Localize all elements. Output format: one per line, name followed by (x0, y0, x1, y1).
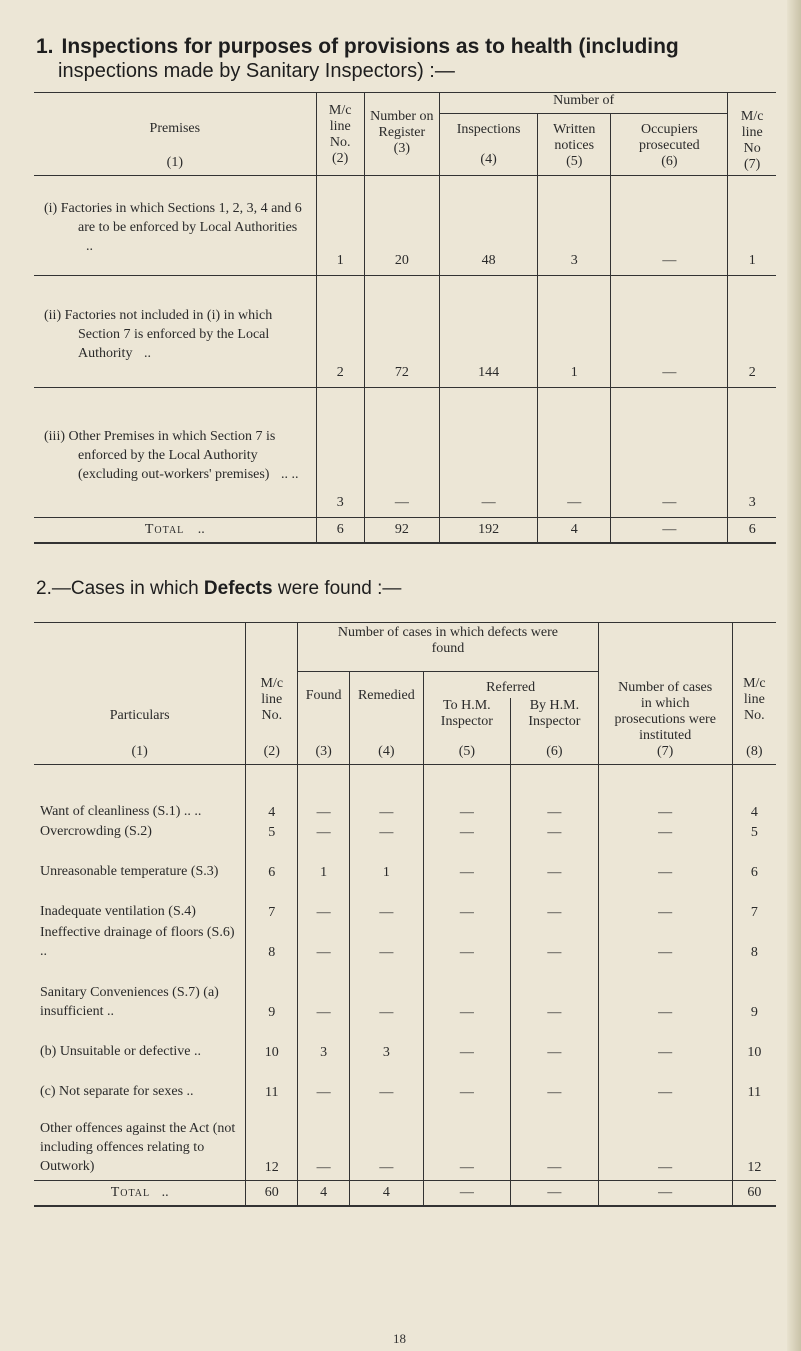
cell-found: 1 (298, 841, 350, 881)
section2-number: 2. (36, 578, 52, 599)
table-row (34, 176, 776, 276)
table-row (34, 1061, 776, 1101)
row-label: Unreasonable temperature (S.3) (40, 863, 219, 879)
header-inspections-label: Inspections (456, 122, 521, 137)
header-number-of: Number of (439, 93, 727, 114)
header-to-hm-col: (5) (458, 744, 476, 759)
header-register-col: (3) (393, 141, 410, 156)
header-written-notices (538, 114, 611, 176)
cell-prosecutions: — (598, 1101, 732, 1181)
total-found: 4 (298, 1181, 350, 1207)
header-premises-label: Premises (149, 121, 201, 136)
table-row (34, 388, 776, 518)
header-mc-line-col: (2) (263, 744, 280, 759)
cell-prosecutions: — (598, 1021, 732, 1061)
row-dots: .. .. (280, 467, 299, 482)
total-by-hm: — (511, 1181, 599, 1207)
total-inspections: 192 (439, 518, 537, 544)
cell-to-hm: — (423, 921, 511, 961)
cell-found: — (298, 1101, 350, 1181)
header-premises (34, 93, 316, 176)
cell-mc-line: 2 (316, 276, 364, 388)
cell-occupiers: — (611, 176, 728, 276)
row-label-text: (iii) Other Premises in which Section 7 is enforced by the Local Authority (excluding out-workers' premises) (44, 429, 276, 482)
table-row (34, 961, 776, 1021)
inspections-table (34, 92, 776, 544)
cell-to-hm: — (423, 1101, 511, 1181)
section1-number: 1. (36, 35, 54, 58)
cell-remedied: — (350, 881, 423, 921)
header-mc-line-no2 (732, 623, 776, 765)
row-label: Ineffective drainage of floors (S.6) .. (40, 924, 235, 959)
cell-mc-line: 12 (246, 1101, 298, 1181)
total-label (34, 1181, 246, 1207)
cell-inspections: — (439, 388, 537, 518)
cell-mc-line-no2: 9 (732, 961, 776, 1021)
header-premises-col: (1) (166, 155, 183, 170)
total-label (34, 518, 316, 544)
page-number: 18 (393, 1331, 406, 1346)
cell-found: — (298, 961, 350, 1021)
header-by-hm-col: (6) (546, 744, 563, 759)
cell-mc-line: 7 (246, 881, 298, 921)
cell-mc-line-no2: 10 (732, 1021, 776, 1061)
total-occupiers: — (611, 518, 728, 544)
header-particulars-col: (1) (131, 744, 148, 759)
row-label: Inadequate ventilation (S.4) (40, 903, 196, 919)
row-label-text: (i) Factories in which Sections 1, 2, 3, 4 and 6 are to be enforced by Local Authorities (44, 201, 302, 235)
table-row (34, 881, 776, 921)
cell-remedied: — (350, 1101, 423, 1181)
row-label: Sanitary Conveniences (S.7) (a) insufficient .. (40, 984, 219, 1019)
cell-remedied: — (350, 765, 423, 821)
cell-inspections: 144 (439, 276, 537, 388)
cell-written-notices: — (538, 388, 611, 518)
table-row (34, 1021, 776, 1061)
cell-found: — (298, 765, 350, 821)
cell-remedied: — (350, 921, 423, 961)
header-mc-line-no2-label: M/c line No. (743, 676, 766, 723)
cell-register: 72 (364, 276, 439, 388)
total-dots: .. (197, 522, 205, 537)
header-found-label: Found (305, 688, 342, 703)
table-row (34, 921, 776, 961)
cell-to-hm: — (423, 961, 511, 1021)
cell-remedied: — (350, 1061, 423, 1101)
cell-to-hm: — (423, 1021, 511, 1061)
cell-register: 20 (364, 176, 439, 276)
header-mc-line-label: M/c line No. (328, 103, 352, 150)
cell-mc-line-no2: 3 (728, 388, 776, 518)
table-row (34, 1101, 776, 1181)
cell-prosecutions: — (598, 821, 732, 841)
row-dots: .. (143, 346, 151, 361)
header-remedied (350, 672, 423, 765)
cell-by-hm: — (511, 1101, 599, 1181)
defects-table (34, 622, 776, 1207)
section1-heading (36, 34, 776, 84)
total-row (34, 518, 776, 544)
page-edge (787, 0, 801, 1351)
cell-found: — (298, 881, 350, 921)
total-written-notices: 4 (538, 518, 611, 544)
header-to-hm-label: To H.M. Inspector (440, 698, 493, 729)
row-label: Want of cleanliness (S.1) .. .. (40, 803, 202, 819)
total-dots: .. (161, 1185, 169, 1200)
table-row (34, 765, 776, 821)
header-register-label: Number on Register (370, 109, 434, 140)
cell-register: — (364, 388, 439, 518)
header-mc-line-no2-col: (7) (744, 157, 761, 172)
total-prosecutions: — (598, 1181, 732, 1207)
cell-mc-line: 11 (246, 1061, 298, 1101)
cell-by-hm: — (511, 1021, 599, 1061)
header-number-on-register (364, 93, 439, 176)
header-found-col: (3) (315, 744, 332, 759)
header-particulars (34, 623, 246, 765)
header-remedied-label: Remedied (357, 688, 415, 703)
cell-mc-line-no2: 12 (732, 1101, 776, 1181)
section1-title-rest: for purposes of provisions as to health (including (184, 35, 679, 58)
header-prosecutions-col: (7) (657, 744, 674, 759)
header-by-hm (511, 698, 599, 765)
section2-heading (36, 578, 401, 600)
header-mc-line-label: M/c line No. (260, 676, 284, 723)
cell-mc-line-no2: 6 (732, 841, 776, 881)
cell-to-hm: — (423, 821, 511, 841)
row-label-text: (ii) Factories not included in (i) in which Section 7 is enforced by the Local Authority (44, 308, 273, 361)
row-label (34, 388, 316, 518)
cell-found: — (298, 921, 350, 961)
header-prosecutions (598, 623, 732, 765)
cell-by-hm: — (511, 921, 599, 961)
cell-inspections: 48 (439, 176, 537, 276)
row-label (34, 276, 316, 388)
cell-prosecutions: — (598, 961, 732, 1021)
header-mc-line (316, 93, 364, 176)
cell-occupiers: — (611, 276, 728, 388)
section2-title-post: were found :— (277, 578, 402, 599)
header-mc-line (246, 623, 298, 765)
cell-remedied: 3 (350, 1021, 423, 1061)
header-mc-line-col: (2) (332, 151, 349, 166)
section1-title-line2: inspections made by Sanitary Inspectors) :— (58, 60, 455, 82)
row-label: Overcrowding (S.2) (40, 823, 152, 839)
cell-mc-line-no2: 2 (728, 276, 776, 388)
cell-mc-line: 9 (246, 961, 298, 1021)
row-label: Other offences against the Act (not including offences relating to Outwork) (34, 1101, 246, 1181)
cell-by-hm: — (511, 821, 599, 841)
header-number-of-cases-label: Number of cases in which defects were found (337, 625, 558, 656)
header-occupiers-label: Occupiers prosecuted (639, 122, 700, 153)
cell-by-hm: — (511, 881, 599, 921)
total-row (34, 1181, 776, 1207)
total-mc-line: 60 (246, 1181, 298, 1207)
header-remedied-col: (4) (378, 744, 395, 759)
cell-mc-line-no2: 4 (732, 765, 776, 821)
cell-prosecutions: — (598, 1061, 732, 1101)
row-label (34, 176, 316, 276)
cell-by-hm: — (511, 841, 599, 881)
table-row (34, 276, 776, 388)
total-mc-line-no2: 60 (732, 1181, 776, 1207)
cell-mc-line: 1 (316, 176, 364, 276)
cell-remedied: — (350, 821, 423, 841)
cell-to-hm: — (423, 1061, 511, 1101)
cell-mc-line-no2: 8 (732, 921, 776, 961)
total-mc-line: 6 (316, 518, 364, 544)
cell-mc-line-no2: 5 (732, 821, 776, 841)
header-particulars-label: Particulars (109, 708, 170, 723)
cell-mc-line-no2: 7 (732, 881, 776, 921)
cell-mc-line: 10 (246, 1021, 298, 1061)
cell-written-notices: 1 (538, 276, 611, 388)
header-number-of-cases (298, 623, 598, 672)
header-to-hm (423, 698, 511, 765)
cell-by-hm: — (511, 961, 599, 1021)
table-row (34, 841, 776, 881)
header-inspections (439, 114, 537, 176)
cell-remedied: 1 (350, 841, 423, 881)
total-mc-line-no2: 6 (728, 518, 776, 544)
header-mc-line-no2-col: (8) (746, 744, 763, 759)
cell-to-hm: — (423, 881, 511, 921)
header-by-hm-label: By H.M. Inspector (528, 698, 581, 729)
row-dots: .. (86, 239, 93, 254)
cell-mc-line: 3 (316, 388, 364, 518)
header-occupiers-col: (6) (661, 154, 678, 169)
section1-title-bold: Inspections (61, 35, 179, 58)
row-label: (b) Unsuitable or defective .. (40, 1043, 201, 1059)
cell-mc-line-no2: 11 (732, 1061, 776, 1101)
cell-found: — (298, 1061, 350, 1101)
cell-prosecutions: — (598, 765, 732, 821)
cell-to-hm: — (423, 765, 511, 821)
cell-remedied: — (350, 961, 423, 1021)
total-remedied: 4 (350, 1181, 423, 1207)
cell-to-hm: — (423, 841, 511, 881)
total-to-hm: — (423, 1181, 511, 1207)
cell-occupiers: — (611, 388, 728, 518)
cell-mc-line: 8 (246, 921, 298, 961)
header-prosecutions-label: Number of cases in which prosecutions were instituted (614, 680, 716, 743)
cell-found: — (298, 821, 350, 841)
total-register: 92 (364, 518, 439, 544)
cell-mc-line: 4 (246, 765, 298, 821)
cell-by-hm: — (511, 765, 599, 821)
section2-title-bold: Defects (203, 578, 273, 599)
cell-by-hm: — (511, 1061, 599, 1101)
header-inspections-col: (4) (480, 152, 497, 167)
row-label: (c) Not separate for sexes .. (40, 1083, 194, 1099)
cell-prosecutions: — (598, 841, 732, 881)
total-label-text: Total (144, 522, 185, 537)
header-referred: Referred (423, 672, 598, 699)
cell-prosecutions: — (598, 881, 732, 921)
section2-title-pre: —Cases in which (51, 578, 199, 599)
table-row (34, 821, 776, 841)
cell-mc-line-no2: 1 (728, 176, 776, 276)
header-found (298, 672, 350, 765)
cell-prosecutions: — (598, 921, 732, 961)
header-occupiers-prosecuted (611, 114, 728, 176)
cell-found: 3 (298, 1021, 350, 1061)
header-mc-line-no2-label: M/c line No (740, 109, 764, 156)
header-written-col: (5) (566, 154, 583, 169)
cell-written-notices: 3 (538, 176, 611, 276)
cell-mc-line: 6 (246, 841, 298, 881)
cell-mc-line: 5 (246, 821, 298, 841)
header-mc-line-no2 (728, 93, 776, 176)
header-written-label: Written notices (553, 122, 596, 153)
total-label-text: Total (110, 1185, 151, 1200)
